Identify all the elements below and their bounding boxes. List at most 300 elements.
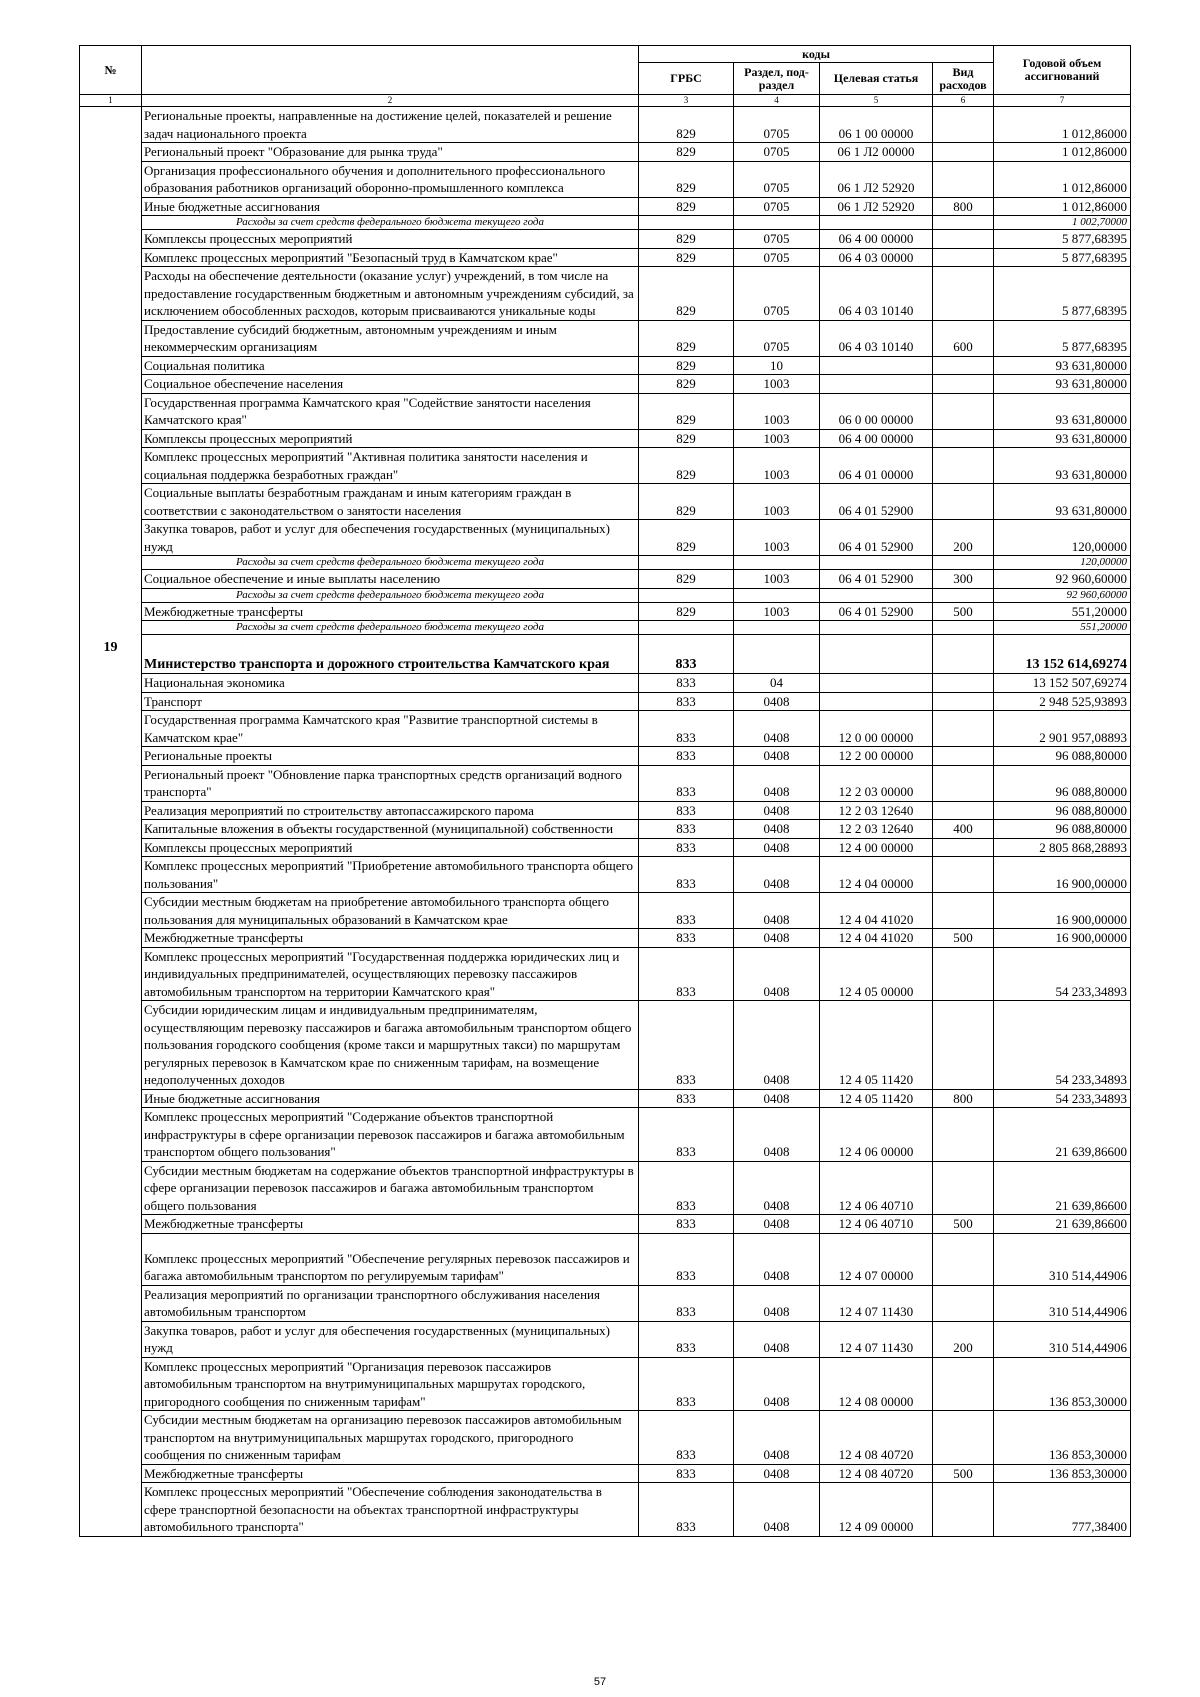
row-expense-type: 300 <box>933 570 994 589</box>
row-grbs: 829 <box>639 429 734 448</box>
row-expense-type <box>933 635 994 674</box>
row-razdel <box>734 621 820 635</box>
row-expense-type <box>933 107 994 143</box>
row-expense-type <box>933 765 994 801</box>
row-grbs: 833 <box>639 765 734 801</box>
row-name: Социальные выплаты безработным гражданам и иным категориям граждан в соответствии с законодательством о занятости населения <box>142 484 639 520</box>
row-number <box>80 1285 142 1321</box>
row-amount: 93 631,80000 <box>994 484 1131 520</box>
table-row <box>80 393 1131 429</box>
federal-funds-row <box>80 588 1131 602</box>
row-target-article: 06 4 00 00000 <box>820 230 933 249</box>
row-target-article: 12 4 08 40720 <box>820 1464 933 1483</box>
row-amount: 120,00000 <box>994 520 1131 556</box>
row-grbs: 829 <box>639 230 734 249</box>
table-row <box>80 820 1131 839</box>
row-razdel: 1003 <box>734 429 820 448</box>
row-expense-type <box>933 747 994 766</box>
row-razdel: 0408 <box>734 801 820 820</box>
row-razdel: 0705 <box>734 267 820 321</box>
row-razdel: 0408 <box>734 1411 820 1465</box>
row-target-article: 06 4 01 00000 <box>820 448 933 484</box>
table-row <box>80 320 1131 356</box>
row-name: Региональный проект "Образование для рынка труда" <box>142 143 639 162</box>
row-target-article: 06 4 03 10140 <box>820 267 933 321</box>
row-name: Региональные проекты <box>142 747 639 766</box>
row-number <box>80 1215 142 1234</box>
row-number <box>80 197 142 216</box>
row-name: Закупка товаров, работ и услуг для обеспечения государственных (муниципальных) нужд <box>142 520 639 556</box>
row-number <box>80 674 142 693</box>
row-razdel: 1003 <box>734 570 820 589</box>
row-name: Региональные проекты, направленные на достижение целей, показателей и решение задач национального проекта <box>142 107 639 143</box>
row-target-article: 06 4 03 00000 <box>820 248 933 267</box>
row-razdel: 10 <box>734 356 820 375</box>
row-target-article: 12 4 05 11420 <box>820 1001 933 1090</box>
row-grbs: 833 <box>639 820 734 839</box>
row-grbs <box>639 621 734 635</box>
col-number: 6 <box>933 95 994 107</box>
row-amount: 551,20000 <box>994 621 1131 635</box>
table-row <box>80 1285 1131 1321</box>
row-name: Субсидии местным бюджетам на содержание объектов транспортной инфраструктуры в сфере организации перевозок пассажиров и багажа автомобильным транспортом общего пользования <box>142 1161 639 1215</box>
row-grbs: 829 <box>639 143 734 162</box>
row-name: Межбюджетные трансферты <box>142 929 639 948</box>
table-row <box>80 1483 1131 1537</box>
row-grbs: 833 <box>639 1233 734 1285</box>
row-amount: 136 853,30000 <box>994 1411 1131 1465</box>
table-row <box>80 947 1131 1001</box>
table-header <box>80 46 1131 107</box>
table-row <box>80 429 1131 448</box>
row-razdel: 1003 <box>734 602 820 621</box>
row-number <box>80 1089 142 1108</box>
table-row <box>80 1357 1131 1411</box>
header-codes: коды <box>639 46 994 63</box>
row-target-article: 12 4 08 00000 <box>820 1357 933 1411</box>
row-amount: 54 233,34893 <box>994 947 1131 1001</box>
row-grbs: 833 <box>639 635 734 674</box>
row-amount: 777,38400 <box>994 1483 1131 1537</box>
row-razdel: 0408 <box>734 1483 820 1537</box>
row-expense-type <box>933 375 994 394</box>
row-name: Социальная политика <box>142 356 639 375</box>
row-number <box>80 1001 142 1090</box>
row-name: Расходы на обеспечение деятельности (оказание услуг) учреждений, в том числе на предоставление государственным бюджетным и автономным учреждениям субсидий, за исключением обособленных расходов, которым присваиваются уникальные коды <box>142 267 639 321</box>
table-row <box>80 929 1131 948</box>
table-row <box>80 230 1131 249</box>
row-target-article: 12 4 07 11430 <box>820 1285 933 1321</box>
table-row <box>80 107 1131 143</box>
row-razdel: 0705 <box>734 107 820 143</box>
row-expense-type <box>933 838 994 857</box>
row-name: Комплекс процессных мероприятий "Безопасный труд в Камчатском крае" <box>142 248 639 267</box>
row-name: Межбюджетные трансферты <box>142 1215 639 1234</box>
row-expense-type <box>933 556 994 570</box>
row-target-article <box>820 556 933 570</box>
row-razdel: 0408 <box>734 893 820 929</box>
row-expense-type <box>933 161 994 197</box>
row-expense-type <box>933 1108 994 1162</box>
row-grbs: 829 <box>639 107 734 143</box>
table-row <box>80 692 1131 711</box>
row-number <box>80 602 142 621</box>
row-amount: 551,20000 <box>994 602 1131 621</box>
table-row <box>80 570 1131 589</box>
row-number <box>80 929 142 948</box>
row-amount: 21 639,86600 <box>994 1161 1131 1215</box>
row-expense-type <box>933 1001 994 1090</box>
row-amount: 93 631,80000 <box>994 375 1131 394</box>
header-amount: Годовой объем ассигнований <box>994 46 1131 95</box>
row-name: Субсидии местным бюджетам на приобретение автомобильного транспорта общего пользования для муниципальных образований в Камчатском крае <box>142 893 639 929</box>
row-grbs: 833 <box>639 801 734 820</box>
row-target-article <box>820 635 933 674</box>
row-number <box>80 711 142 747</box>
row-grbs: 829 <box>639 161 734 197</box>
row-name: Комплекс процессных мероприятий "Активная политика занятости населения и социальная поддержка безработных граждан" <box>142 448 639 484</box>
row-amount: 92 960,60000 <box>994 588 1131 602</box>
row-target-article: 06 4 01 52900 <box>820 520 933 556</box>
row-expense-type <box>933 711 994 747</box>
row-target-article: 12 4 09 00000 <box>820 1483 933 1537</box>
col-number: 3 <box>639 95 734 107</box>
row-number <box>80 947 142 1001</box>
row-target-article: 12 4 07 00000 <box>820 1233 933 1285</box>
row-amount: 16 900,00000 <box>994 857 1131 893</box>
row-name: Организация профессионального обучения и дополнительного профессионального образования работников организаций оборонно-промышленного комплекса <box>142 161 639 197</box>
row-amount: 96 088,80000 <box>994 820 1131 839</box>
row-amount: 13 152 614,69274 <box>994 635 1131 674</box>
row-name: Комплекс процессных мероприятий "Приобретение автомобильного транспорта общего пользования" <box>142 857 639 893</box>
row-razdel: 0408 <box>734 1357 820 1411</box>
row-expense-type: 200 <box>933 1321 994 1357</box>
row-grbs <box>639 588 734 602</box>
row-amount: 2 805 868,28893 <box>994 838 1131 857</box>
row-razdel: 1003 <box>734 448 820 484</box>
table-row <box>80 143 1131 162</box>
row-expense-type <box>933 216 994 230</box>
row-razdel <box>734 588 820 602</box>
row-grbs: 829 <box>639 320 734 356</box>
row-amount: 96 088,80000 <box>994 747 1131 766</box>
row-target-article: 06 4 01 52900 <box>820 570 933 589</box>
col-number: 4 <box>734 95 820 107</box>
row-amount: 13 152 507,69274 <box>994 674 1131 693</box>
row-name: Комплекс процессных мероприятий "Обеспечение соблюдения законодательства в сфере транспортной безопасности на объектах транспортной инфраструктуры автомобильного транспорта" <box>142 1483 639 1537</box>
row-number <box>80 1464 142 1483</box>
table-row <box>80 356 1131 375</box>
row-target-article: 12 4 05 11420 <box>820 1089 933 1108</box>
row-grbs: 833 <box>639 1357 734 1411</box>
row-name: Комплекс процессных мероприятий "Обеспечение регулярных перевозок пассажиров и багажа автомобильным транспортом по регулируемым тарифам" <box>142 1233 639 1285</box>
row-expense-type: 800 <box>933 1089 994 1108</box>
row-grbs: 829 <box>639 602 734 621</box>
row-number <box>80 143 142 162</box>
row-target-article <box>820 375 933 394</box>
table-row <box>80 484 1131 520</box>
row-name: Расходы за счет средств федерального бюджета текущего года <box>142 556 639 570</box>
row-name: Комплексы процессных мероприятий <box>142 838 639 857</box>
federal-funds-row <box>80 621 1131 635</box>
row-grbs: 829 <box>639 356 734 375</box>
row-grbs: 833 <box>639 674 734 693</box>
row-number <box>80 765 142 801</box>
table-row <box>80 1215 1131 1234</box>
row-number <box>80 857 142 893</box>
row-razdel: 0705 <box>734 230 820 249</box>
row-number <box>80 429 142 448</box>
row-amount: 310 514,44906 <box>994 1233 1131 1285</box>
table-row <box>80 765 1131 801</box>
row-name: Иные бюджетные ассигнования <box>142 1089 639 1108</box>
row-target-article <box>820 216 933 230</box>
row-grbs: 833 <box>639 1215 734 1234</box>
header-grbs: ГРБС <box>639 63 734 95</box>
row-razdel: 0408 <box>734 838 820 857</box>
row-number <box>80 692 142 711</box>
row-name: Министерство транспорта и дорожного строительства Камчатского края <box>142 635 639 674</box>
row-number: 19 <box>80 635 142 674</box>
row-number <box>80 570 142 589</box>
row-name: Государственная программа Камчатского края "Содействие занятости населения Камчатского края" <box>142 393 639 429</box>
row-amount: 5 877,68395 <box>994 267 1131 321</box>
row-target-article: 06 1 00 00000 <box>820 107 933 143</box>
row-number <box>80 1108 142 1162</box>
row-expense-type <box>933 267 994 321</box>
row-amount: 310 514,44906 <box>994 1285 1131 1321</box>
row-target-article: 12 2 03 12640 <box>820 820 933 839</box>
row-amount: 21 639,86600 <box>994 1108 1131 1162</box>
table-row <box>80 1089 1131 1108</box>
row-amount: 96 088,80000 <box>994 801 1131 820</box>
row-grbs: 829 <box>639 248 734 267</box>
row-razdel: 1003 <box>734 520 820 556</box>
row-number <box>80 448 142 484</box>
table-row <box>80 1411 1131 1465</box>
row-grbs: 833 <box>639 1161 734 1215</box>
table-row <box>80 674 1131 693</box>
row-expense-type <box>933 448 994 484</box>
row-name: Национальная экономика <box>142 674 639 693</box>
row-number <box>80 107 142 143</box>
table-row <box>80 1464 1131 1483</box>
row-grbs: 833 <box>639 1108 734 1162</box>
row-amount: 92 960,60000 <box>994 570 1131 589</box>
row-amount: 93 631,80000 <box>994 356 1131 375</box>
row-razdel: 1003 <box>734 375 820 394</box>
row-grbs: 833 <box>639 838 734 857</box>
row-target-article: 06 1 Л2 52920 <box>820 161 933 197</box>
row-grbs: 829 <box>639 520 734 556</box>
row-number <box>80 1321 142 1357</box>
row-target-article: 12 4 04 41020 <box>820 929 933 948</box>
table-row <box>80 520 1131 556</box>
row-amount: 54 233,34893 <box>994 1001 1131 1090</box>
header-name <box>142 46 639 95</box>
row-name: Реализация мероприятий по организации транспортного обслуживания населения автомобильным транспортом <box>142 1285 639 1321</box>
row-grbs: 833 <box>639 929 734 948</box>
row-razdel: 0408 <box>734 1464 820 1483</box>
row-amount: 96 088,80000 <box>994 765 1131 801</box>
table-body <box>80 107 1131 1537</box>
table-row <box>80 1161 1131 1215</box>
federal-funds-row <box>80 216 1131 230</box>
row-expense-type <box>933 1483 994 1537</box>
row-razdel: 0408 <box>734 820 820 839</box>
row-number <box>80 375 142 394</box>
header-razdel: Раздел, под-раздел <box>734 63 820 95</box>
row-target-article: 06 4 01 52900 <box>820 602 933 621</box>
row-amount: 93 631,80000 <box>994 448 1131 484</box>
row-expense-type: 500 <box>933 1464 994 1483</box>
row-grbs: 829 <box>639 448 734 484</box>
row-amount: 120,00000 <box>994 556 1131 570</box>
row-expense-type <box>933 1411 994 1465</box>
row-grbs: 829 <box>639 484 734 520</box>
row-number <box>80 230 142 249</box>
row-name: Межбюджетные трансферты <box>142 1464 639 1483</box>
row-grbs: 833 <box>639 1483 734 1537</box>
row-expense-type <box>933 801 994 820</box>
row-name: Субсидии местным бюджетам на организацию перевозок пассажиров автомобильным транспортом на внутримуниципальных маршрутах городского, пригородного сообщения по сниженным тарифам <box>142 1411 639 1465</box>
row-razdel: 0408 <box>734 1285 820 1321</box>
col-number: 1 <box>80 95 142 107</box>
header-no: № <box>80 46 142 95</box>
row-expense-type <box>933 143 994 162</box>
row-razdel: 0705 <box>734 143 820 162</box>
row-expense-type <box>933 356 994 375</box>
row-target-article: 12 4 04 41020 <box>820 893 933 929</box>
table-row <box>80 1108 1131 1162</box>
row-expense-type <box>933 393 994 429</box>
row-target-article: 12 4 06 40710 <box>820 1215 933 1234</box>
row-grbs: 833 <box>639 692 734 711</box>
table-row <box>80 448 1131 484</box>
row-expense-type <box>933 484 994 520</box>
row-expense-type: 600 <box>933 320 994 356</box>
row-amount: 136 853,30000 <box>994 1357 1131 1411</box>
row-number <box>80 801 142 820</box>
table-row <box>80 602 1131 621</box>
row-amount: 93 631,80000 <box>994 393 1131 429</box>
row-target-article: 12 2 00 00000 <box>820 747 933 766</box>
row-number <box>80 1411 142 1465</box>
row-number <box>80 1357 142 1411</box>
table-row <box>80 197 1131 216</box>
table-row <box>80 838 1131 857</box>
row-razdel: 04 <box>734 674 820 693</box>
row-grbs: 833 <box>639 1001 734 1090</box>
row-razdel: 0408 <box>734 1233 820 1285</box>
row-name: Комплексы процессных мероприятий <box>142 230 639 249</box>
row-target-article <box>820 621 933 635</box>
federal-funds-row <box>80 556 1131 570</box>
table-row <box>80 267 1131 321</box>
row-number <box>80 588 142 602</box>
row-amount: 1 012,86000 <box>994 107 1131 143</box>
row-razdel: 0408 <box>734 765 820 801</box>
row-razdel: 0408 <box>734 692 820 711</box>
table-row <box>80 1001 1131 1090</box>
row-target-article: 12 2 03 00000 <box>820 765 933 801</box>
table-row <box>80 893 1131 929</box>
row-target-article: 06 1 Л2 00000 <box>820 143 933 162</box>
row-razdel: 0408 <box>734 747 820 766</box>
row-grbs: 833 <box>639 893 734 929</box>
row-name: Расходы за счет средств федерального бюджета текущего года <box>142 621 639 635</box>
row-name: Межбюджетные трансферты <box>142 602 639 621</box>
row-grbs: 829 <box>639 393 734 429</box>
row-name: Предоставление субсидий бюджетным, автономным учреждениям и иным некоммерческим организациям <box>142 320 639 356</box>
row-target-article <box>820 588 933 602</box>
row-razdel: 1003 <box>734 484 820 520</box>
row-expense-type: 400 <box>933 820 994 839</box>
row-amount: 21 639,86600 <box>994 1215 1131 1234</box>
row-number <box>80 161 142 197</box>
row-razdel: 0705 <box>734 161 820 197</box>
row-expense-type <box>933 1357 994 1411</box>
row-razdel: 0408 <box>734 929 820 948</box>
row-amount: 93 631,80000 <box>994 429 1131 448</box>
row-razdel <box>734 216 820 230</box>
row-number <box>80 893 142 929</box>
row-grbs: 829 <box>639 267 734 321</box>
row-amount: 5 877,68395 <box>994 248 1131 267</box>
row-amount: 310 514,44906 <box>994 1321 1131 1357</box>
row-target-article: 12 4 00 00000 <box>820 838 933 857</box>
row-razdel: 0408 <box>734 1089 820 1108</box>
row-amount: 1 012,86000 <box>994 161 1131 197</box>
row-grbs: 833 <box>639 1411 734 1465</box>
row-expense-type <box>933 230 994 249</box>
row-expense-type <box>933 1285 994 1321</box>
table-row <box>80 1321 1131 1357</box>
row-number <box>80 320 142 356</box>
row-expense-type: 500 <box>933 1215 994 1234</box>
row-expense-type: 800 <box>933 197 994 216</box>
row-amount: 2 948 525,93893 <box>994 692 1131 711</box>
row-expense-type <box>933 893 994 929</box>
table-row <box>80 801 1131 820</box>
row-number <box>80 356 142 375</box>
row-razdel: 0705 <box>734 248 820 267</box>
row-grbs: 833 <box>639 711 734 747</box>
row-name: Комплекс процессных мероприятий "Государственная поддержка юридических лиц и индивидуальных предпринимателей, осуществляющих перевозку пассажиров автомобильным транспортом на территории Камчатского края" <box>142 947 639 1001</box>
table-row <box>80 1233 1131 1285</box>
header-vid: Вид расходов <box>933 63 994 95</box>
row-razdel <box>734 556 820 570</box>
table-row <box>80 161 1131 197</box>
row-target-article: 06 4 00 00000 <box>820 429 933 448</box>
row-expense-type: 500 <box>933 602 994 621</box>
row-number <box>80 520 142 556</box>
row-name: Расходы за счет средств федерального бюджета текущего года <box>142 588 639 602</box>
row-number <box>80 1161 142 1215</box>
table-row <box>80 248 1131 267</box>
row-razdel: 0408 <box>734 1108 820 1162</box>
row-target-article: 12 4 08 40720 <box>820 1411 933 1465</box>
row-expense-type <box>933 674 994 693</box>
row-target-article <box>820 356 933 375</box>
row-amount: 136 853,30000 <box>994 1464 1131 1483</box>
row-grbs: 829 <box>639 197 734 216</box>
header-target: Целевая статья <box>820 63 933 95</box>
row-number <box>80 747 142 766</box>
row-expense-type: 500 <box>933 929 994 948</box>
row-number <box>80 1233 142 1285</box>
row-razdel: 0705 <box>734 320 820 356</box>
